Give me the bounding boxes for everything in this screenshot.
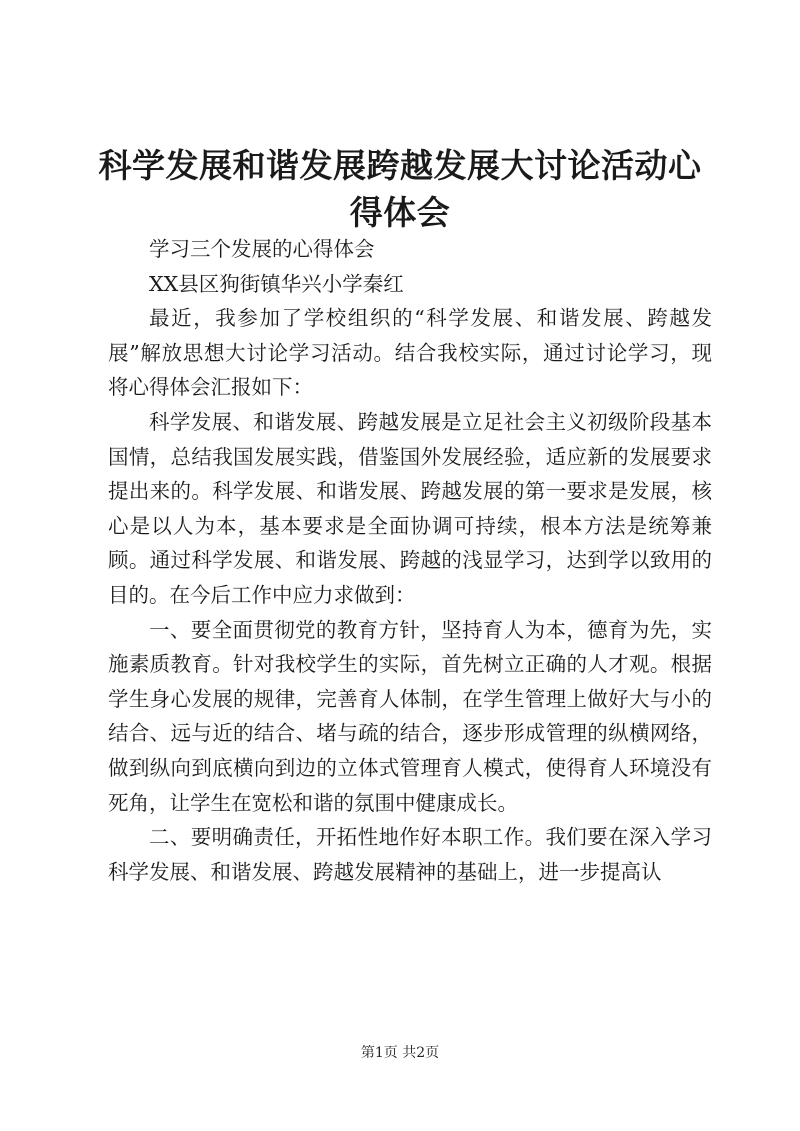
author-line: XX县区狗街镇华兴小学秦红 (149, 271, 404, 296)
page-footer: 第1页 共2页 (360, 1045, 440, 1061)
body-paragraph: 一、要全面贯彻党的教育方针，坚持育人为本，德育为先，实施素质教育。针对我校学生的实际，首先树立正确的人才观。根据学生身心发展的规律，完善育人体制，在学生管理上做好大与小的结合、远与近的结合、堵与疏的结合，逐步形成管理的纵横网络，做到纵向到底横向到边的立体式管理育人模式，使得育人环境没有死角，让学生在宽松和谐的氛围中健康成长。 (108, 617, 712, 815)
body-paragraph: 二、要明确责任，开拓性地作好本职工作。我们要在深入学习科学发展、和谐发展、跨越发展精神的基础上，进一步提高认 (108, 825, 712, 884)
subtitle-paragraph: 学习三个发展的心得体会 (149, 237, 375, 261)
body-paragraph: 最近，我参加了学校组织的“科学发展、和谐发展、跨越发展”解放思想大讨论学习活动。结合我校实际，通过讨论学习，现将心得体会汇报如下： (108, 306, 712, 400)
document-title: 科学发展和谐发展跨越发展大讨论活动心得体会 (98, 146, 702, 232)
document-body (108, 232, 712, 889)
body-paragraph: 科学发展、和谐发展、跨越发展是立足社会主义初级阶段基本国情，总结我国发展实践，借鉴国外发展经验，适应新的发展要求提出来的。科学发展、和谐发展、跨越发展的第一要求是发展，核心是以人为本，基本要求是全面协调可持续，根本方法是统筹兼顾。通过科学发展、和谐发展、跨越的浅显学习，达到学以致用的目的。在今后工作中应力求做到： (108, 409, 712, 607)
